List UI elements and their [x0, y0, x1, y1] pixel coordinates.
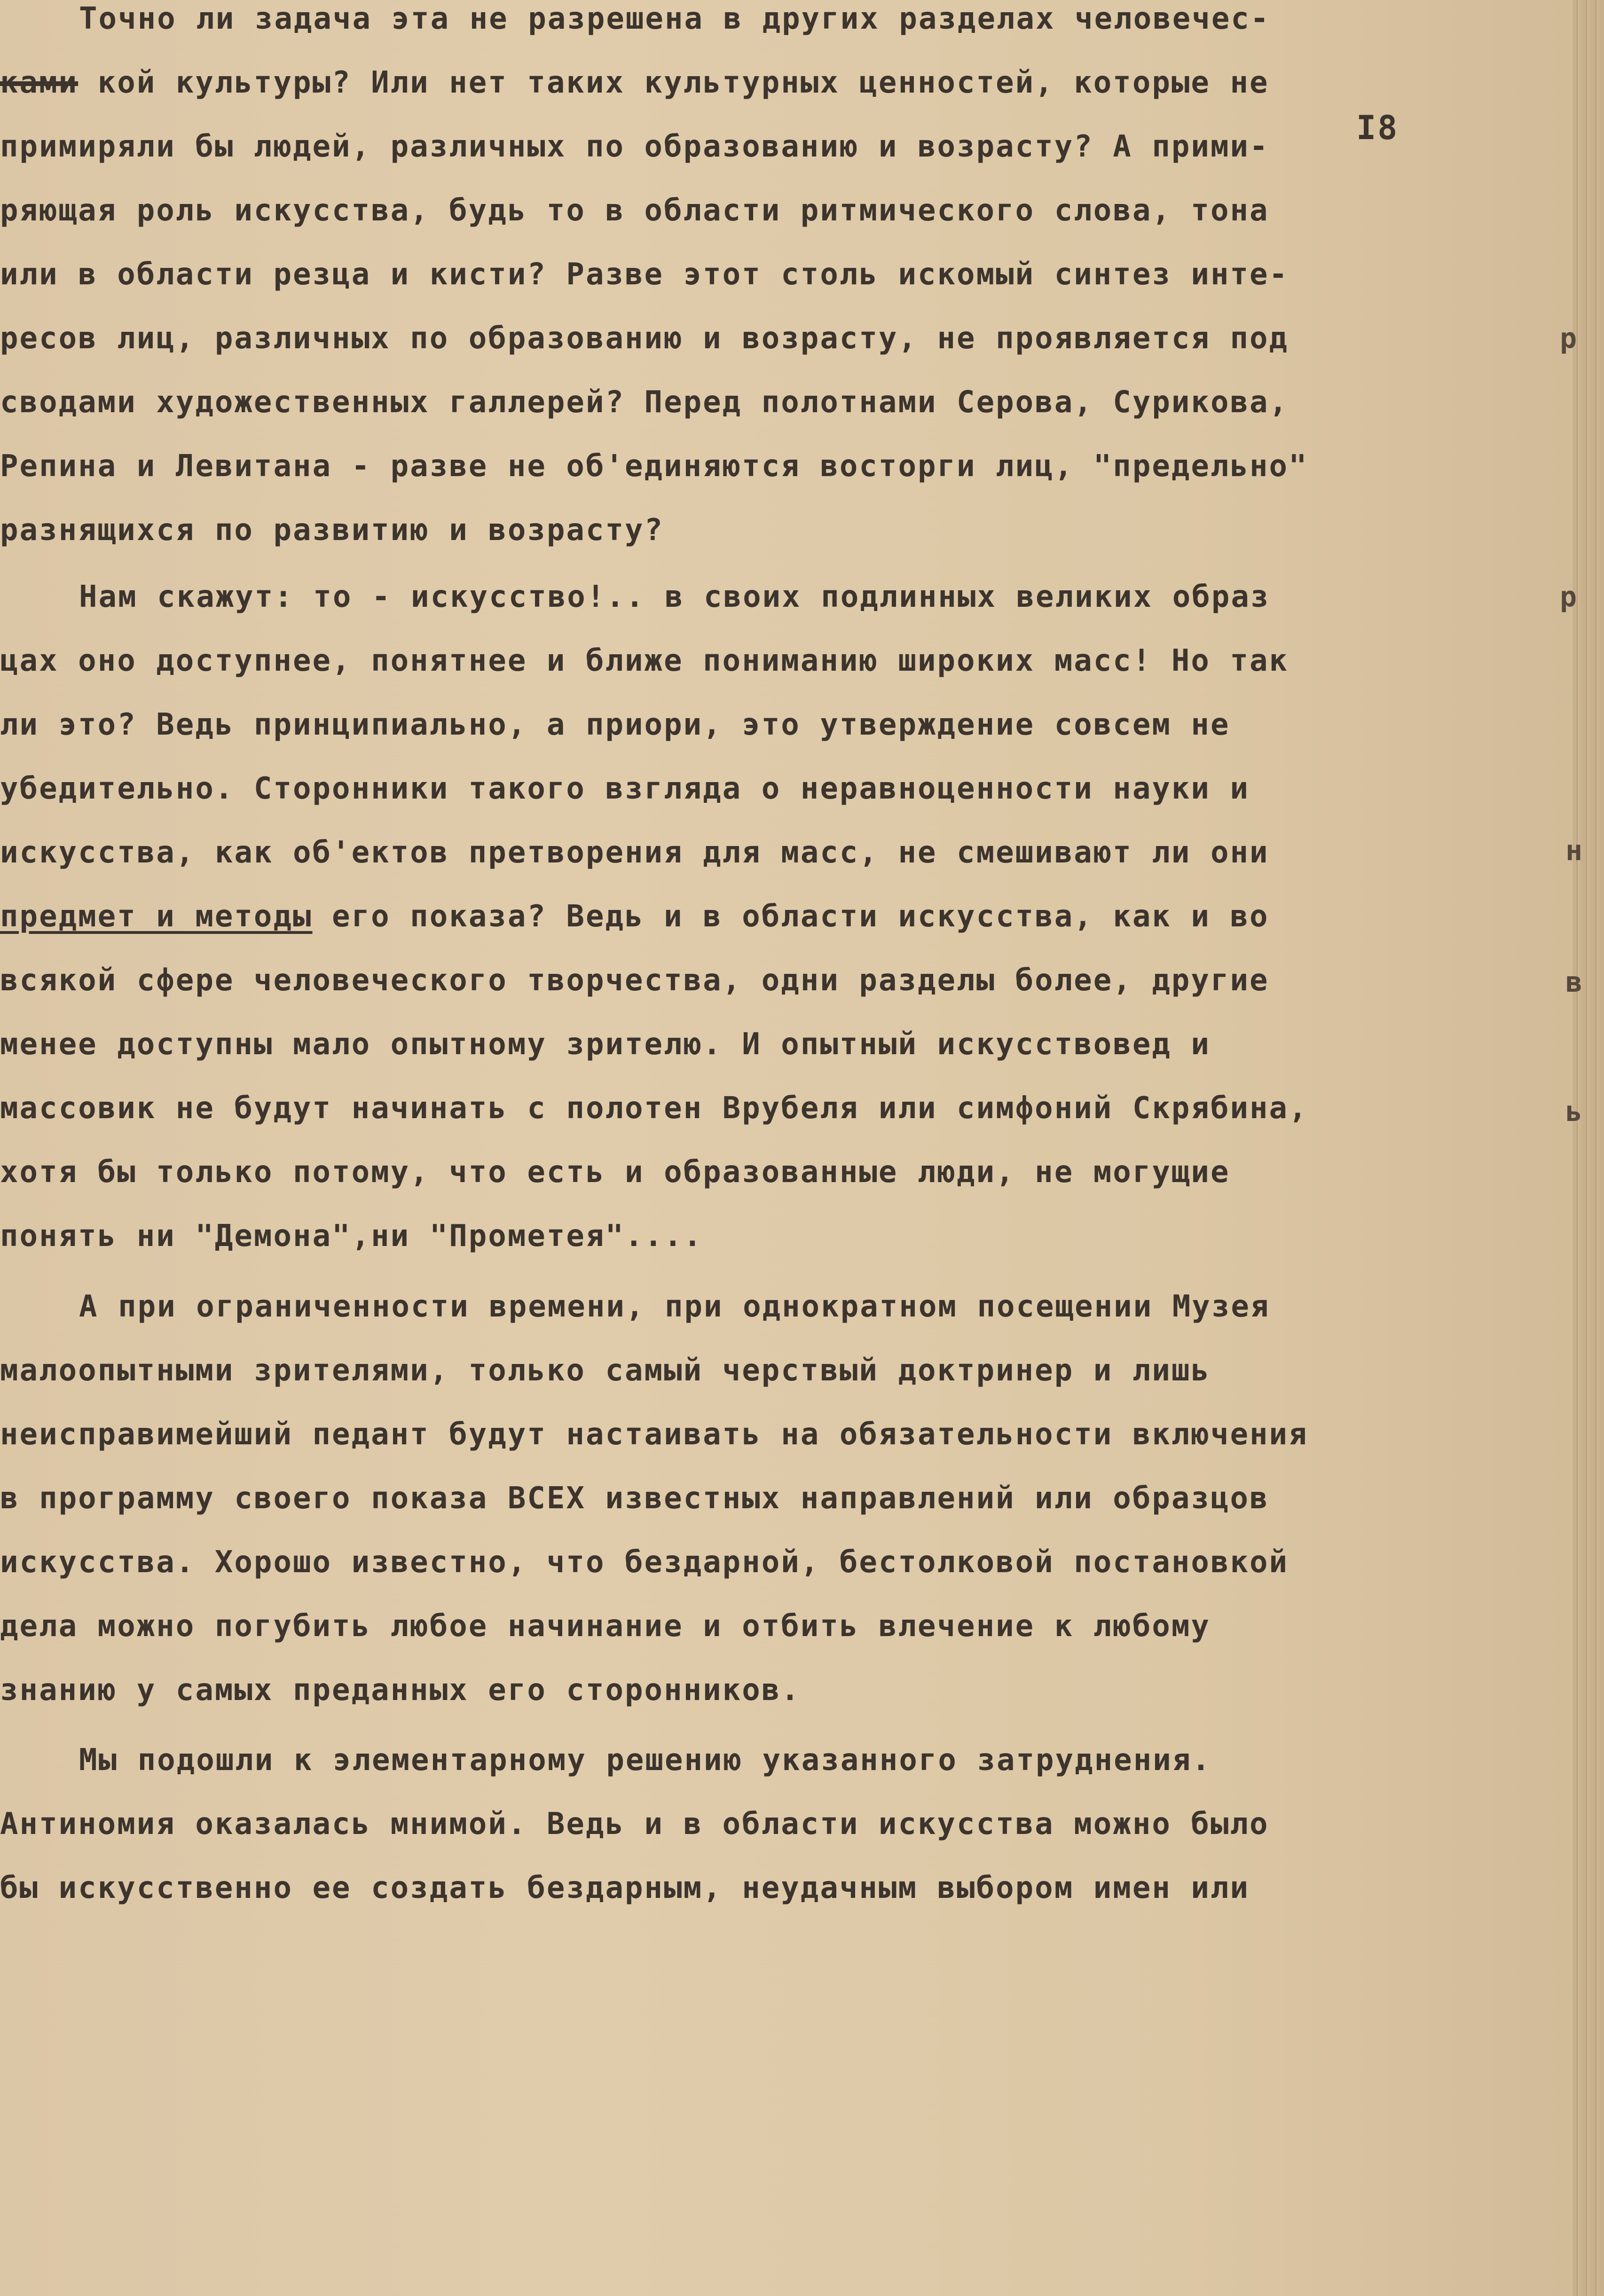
text-line	[0, 962, 1269, 999]
text-line-content: Нам скажут: то - искусство!.. в своих подлинных великих образ	[79, 580, 1270, 614]
text-line	[0, 256, 1289, 293]
margin-mark: ь	[1565, 1095, 1583, 1128]
text-line	[0, 1153, 1230, 1191]
text-line-content: Репина и Левитана - разве не об'единяются восторги лиц, "предельно"	[0, 449, 1308, 484]
text-line	[0, 1544, 1289, 1581]
text-line	[79, 0, 1270, 38]
text-line	[0, 511, 664, 549]
text-line-content: разнящихся по развитию и возрасту?	[0, 513, 664, 548]
text-line-content: убедительно. Сторонники такого взгляда о неравноценности науки и	[0, 771, 1250, 806]
text-line-content: Мы подошли к элементарному решению указанного затруднения.	[79, 1743, 1211, 1778]
text-line-content: знанию у самых преданных его сторонников.	[0, 1673, 801, 1708]
text-line	[0, 1869, 1250, 1907]
page-number: I8	[1356, 109, 1399, 147]
text-line-content: А при ограниченности времени, при однократном посещении Музея	[79, 1289, 1270, 1324]
text-line	[0, 1607, 1211, 1645]
text-line	[0, 128, 1269, 165]
text-line-content: всякой сфере человеческого творчества, одни разделы более, другие	[0, 963, 1269, 998]
text-line-content: ресов лиц, различных по образованию и возрасту, не проявляется под	[0, 321, 1289, 356]
text-line	[0, 898, 1269, 935]
margin-mark: р	[1560, 580, 1577, 613]
text-line	[79, 578, 1270, 616]
text-line	[0, 1671, 801, 1709]
text-line	[79, 1741, 1211, 1779]
text-line	[0, 384, 1289, 421]
text-line	[0, 192, 1269, 229]
text-line-content: его показа? Ведь и в области искусства, как и во	[312, 899, 1269, 934]
text-line	[0, 1352, 1211, 1389]
text-line	[0, 1805, 1269, 1843]
text-line	[0, 706, 1230, 744]
text-line	[0, 1089, 1308, 1127]
margin-mark: н	[1565, 834, 1583, 867]
text-line-content: менее доступны мало опытному зрителю. И опытный искусствовед и	[0, 1027, 1211, 1062]
text-line	[0, 64, 1269, 102]
margin-mark: р	[1560, 322, 1577, 355]
text-line-content: примиряли бы людей, различных по образованию и возрасту? А прими-	[0, 129, 1269, 164]
text-line-content: цах оно доступнее, понятнее и ближе пониманию широких масс! Но так	[0, 643, 1289, 678]
text-line	[79, 1288, 1270, 1325]
struck-word: ками	[0, 65, 79, 100]
text-line	[0, 1480, 1269, 1517]
text-line-content: малоопытными зрителями, только самый черствый доктринер и лишь	[0, 1353, 1211, 1388]
text-line-content: массовик не будут начинать с полотен Врубеля или симфоний Скрябина,	[0, 1091, 1308, 1126]
text-line	[0, 1217, 703, 1255]
text-line-content: дела можно погубить любое начинание и отбить влечение к любому	[0, 1609, 1211, 1644]
text-line-content: кой культуры? Или нет таких культурных ценностей, которые не	[78, 65, 1269, 100]
margin-mark: в	[1565, 966, 1583, 999]
text-line	[0, 447, 1308, 485]
text-line-content: неисправимейший педант будут настаивать на обязательности включения	[0, 1417, 1308, 1452]
text-line-content: понять ни "Демона",ни "Прометея"....	[0, 1219, 703, 1254]
text-line-content: искусства, как об'ектов претворения для масс, не смешивают ли они	[0, 835, 1269, 870]
text-line	[0, 320, 1289, 357]
text-line-content: бы искусственно ее создать бездарным, неудачным выбором имен или	[0, 1871, 1250, 1905]
underlying-pages-edge	[1573, 0, 1604, 2296]
text-line-content: сводами художественных галлерей? Перед полотнами Серова, Сурикова,	[0, 385, 1289, 420]
text-line-content: в программу своего показа ВСЕХ известных направлений или образцов	[0, 1481, 1269, 1516]
text-line-content: ряющая роль искусства, будь то в области ритмического слова, тона	[0, 193, 1269, 228]
text-line-content: Антиномия оказалась мнимой. Ведь и в области искусства можно было	[0, 1807, 1269, 1842]
text-line	[0, 1416, 1308, 1453]
text-line-content: или в области резца и кисти? Разве этот столь искомый синтез инте-	[0, 257, 1289, 292]
text-line	[0, 1026, 1211, 1063]
text-line-content: искусства. Хорошо известно, что бездарной, бестолковой постановкой	[0, 1545, 1289, 1580]
text-line	[0, 642, 1289, 680]
underlined-phrase: предмет и методы	[0, 899, 313, 934]
text-line	[0, 770, 1250, 807]
text-line-content: Точно ли задача эта не разрешена в других разделах человечес-	[79, 1, 1270, 36]
text-line	[0, 834, 1269, 871]
text-line-content: ли это? Ведь принципиально, а приори, это утверждение совсем не	[0, 707, 1230, 742]
text-line-content: хотя бы только потому, что есть и образованные люди, не могущие	[0, 1155, 1230, 1190]
